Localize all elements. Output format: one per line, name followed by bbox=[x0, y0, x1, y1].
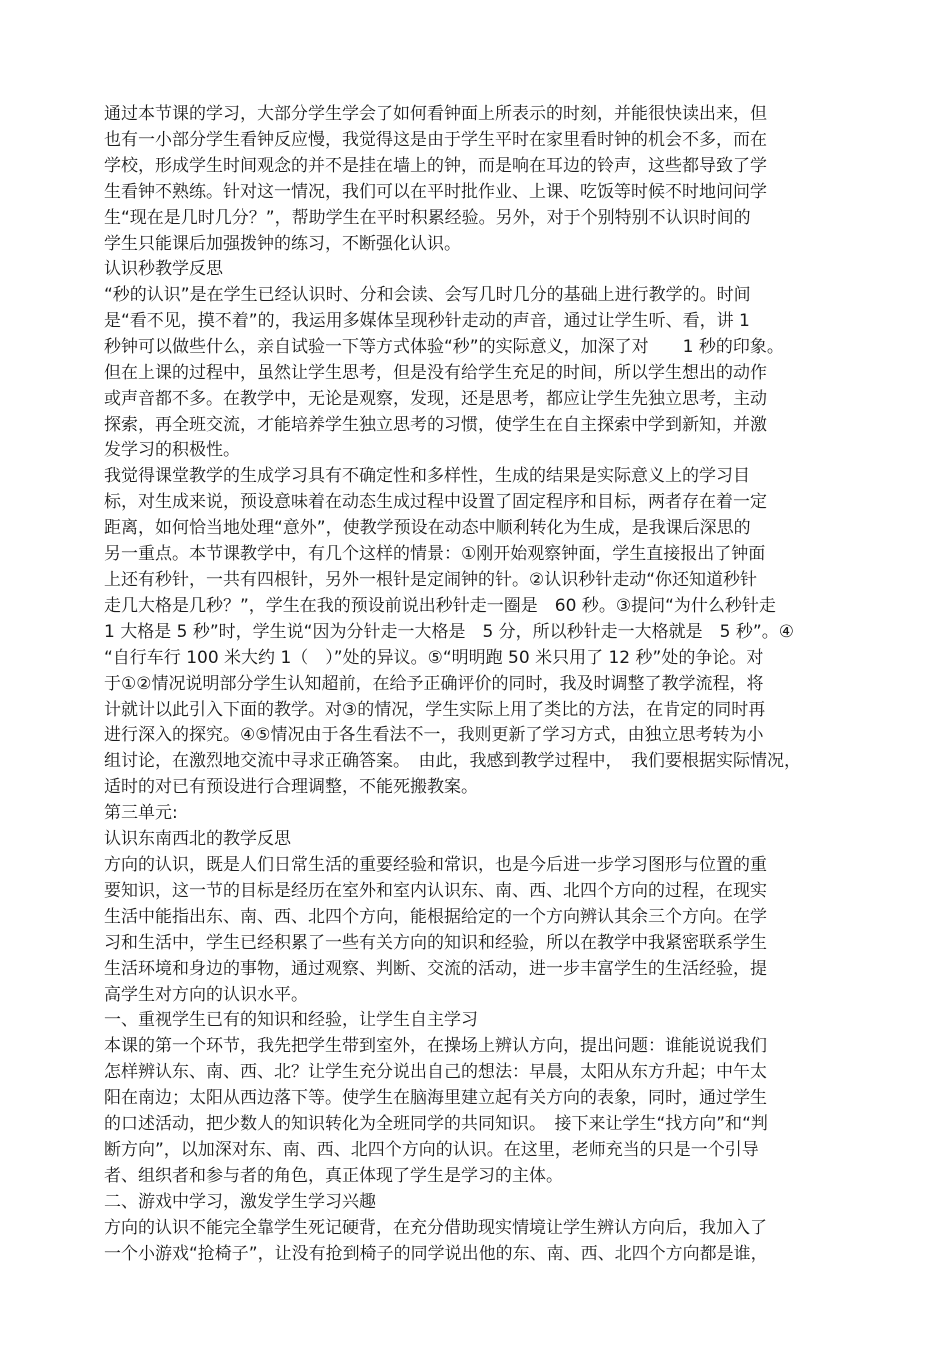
text-line: 通过本节课的学习，大部分学生学会了如何看钟面上所表示的时刻，并能很快读出来，但 bbox=[104, 104, 767, 124]
text-line: 走几大格是几秒？”，学生在我的预设前说出秒针走一圈是 60 秒。③提问“为什么秒针走 bbox=[104, 596, 776, 616]
text-line: 于①②情况说明部分学生认知超前，在给予正确评价的同时，我及时调整了教学流程，将 bbox=[104, 674, 764, 694]
text-line: 进行深入的探究。④⑤情况由于各生看法不一，我则更新了学习方式，由独立思考转为小 bbox=[104, 725, 764, 745]
text-line: 我觉得课堂教学的生成学习具有不确定性和多样性，生成的结果是实际意义上的学习目 bbox=[104, 466, 750, 486]
text-line: 探索，再全班交流，才能培养学生独立思考的习惯，使学生在自主探索中学到新知，并激 bbox=[104, 415, 767, 435]
text-line: 阳在南边；太阳从西边落下等。使学生在脑海里建立起有关方向的表象，同时，通过学生 bbox=[104, 1088, 767, 1108]
text-line: 但在上课的过程中，虽然让学生思考，但是没有给学生充足的时间，所以学生想出的动作 bbox=[104, 363, 767, 383]
text-line: 标，对生成来说，预设意味着在动态生成过程中设置了固定程序和目标，两者存在着一定 bbox=[104, 492, 767, 512]
text-line: 方向的认识，既是人们日常生活的重要经验和常识，也是今后进一步学习图形与位置的重 bbox=[104, 855, 767, 875]
text-line: 者、组织者和参与者的角色，真正体现了学生是学习的主体。 bbox=[104, 1166, 563, 1186]
subsection-heading: 二、游戏中学习，激发学生学习兴趣 bbox=[104, 1192, 376, 1212]
text-line: 是“看不见，摸不着”的，我运用多媒体呈现秒针走动的声音，通过让学生听、看，讲 1 bbox=[104, 311, 750, 331]
text-line: 的口述活动，把少数人的知识转化为全班同学的共同知识。 接下来让学生“找方向”和“判 bbox=[104, 1114, 768, 1134]
text-line: “自行车行 100 米大约 1（ ）”处的异议。⑤“明明跑 50 米只用了 12 秒”处的争论。对 bbox=[104, 648, 764, 668]
text-line: 要知识，这一节的目标是经历在室外和室内认识东、南、西、北四个方向的过程，在现实 bbox=[104, 881, 767, 901]
text-line: 距离，如何恰当地处理“意外”，使教学预设在动态中顺利转化为生成，是我课后深思的 bbox=[104, 518, 751, 538]
text-line: 一个小游戏“抢椅子”，让没有抢到椅子的同学说出他的东、南、西、北四个方向都是谁， bbox=[104, 1244, 768, 1264]
text-line: 发学习的积极性。 bbox=[104, 440, 240, 460]
text-line: 断方向”，以加深对东、南、西、北四个方向的认识。在这里，老师充当的只是一个引导 bbox=[104, 1140, 759, 1160]
text-line: 另一重点。本节课教学中，有几个这样的情景：①刚开始观察钟面，学生直接报出了钟面 bbox=[104, 544, 766, 564]
text-line: 生活环境和身边的事物，通过观察、判断、交流的活动，进一步丰富学生的生活经验，提 bbox=[104, 959, 767, 979]
text-line: 组讨论，在激烈地交流中寻求正确答案。 由此，我感到教学过程中， 我们要根据实际情况， bbox=[104, 751, 801, 771]
section-heading: 认识秒教学反思 bbox=[104, 259, 223, 279]
text-line: 或声音都不多。在教学中，无论是观察，发现，还是思考，都应让学生先独立思考，主动 bbox=[104, 389, 767, 409]
text-line: 秒钟可以做些什么，亲自试验一下等方式体验“秒”的实际意义，加深了对 1 秒的印象。 bbox=[104, 337, 784, 357]
text-line: 本课的第一个环节，我先把学生带到室外，在操场上辨认方向，提出问题：谁能说说我们 bbox=[104, 1036, 767, 1056]
section-heading: 认识东南西北的教学反思 bbox=[104, 829, 291, 849]
text-line: 也有一小部分学生看钟反应慢，我觉得这是由于学生平时在家里看时钟的机会不多，而在 bbox=[104, 130, 767, 150]
text-line: 学生只能课后加强拨钟的练习，不断强化认识。 bbox=[104, 234, 461, 254]
text-line: 1 大格是 5 秒”时，学生说“因为分针走一大格是 5 分，所以秒针走一大格就是 5 秒”。④ bbox=[104, 622, 794, 642]
text-line: 怎样辨认东、南、西、北？让学生充分说出自己的想法：早晨，太阳从东方升起；中午太 bbox=[104, 1062, 767, 1082]
text-line: 适时的对已有预设进行合理调整，不能死搬教案。 bbox=[104, 777, 478, 797]
text-line: 生活中能指出东、南、西、北四个方向，能根据给定的一个方向辨认其余三个方向。在学 bbox=[104, 907, 767, 927]
text-line: 习和生活中，学生已经积累了一些有关方向的知识和经验，所以在教学中我紧密联系学生 bbox=[104, 933, 767, 953]
text-line: 学校，形成学生时间观念的并不是挂在墙上的钟，而是响在耳边的铃声，这些都导致了学 bbox=[104, 156, 767, 176]
text-line: 生看钟不熟练。针对这一情况，我们可以在平时批作业、上课、吃饭等时候不时地问问学 bbox=[104, 182, 767, 202]
text-line: 计就计以此引入下面的教学。对③的情况，学生实际上用了类比的方法，在肯定的同时再 bbox=[104, 700, 766, 720]
text-line: 生“现在是几时几分？”，帮助学生在平时积累经验。另外，对于个别特别不认识时间的 bbox=[104, 208, 751, 228]
subsection-heading: 一、重视学生已有的知识和经验，让学生自主学习 bbox=[104, 1010, 478, 1030]
text-line: 高学生对方向的认识水平。 bbox=[104, 985, 308, 1005]
text-line: “秒的认识”是在学生已经认识时、分和会读、会写几时几分的基础上进行教学的。时间 bbox=[104, 285, 751, 305]
text-line: 上还有秒针，一共有四根针，另外一根针是定闹钟的针。②认识秒针走动“你还知道秒针 bbox=[104, 570, 758, 590]
text-line: 方向的认识不能完全靠学生死记硬背，在充分借助现实情境让学生辨认方向后，我加入了 bbox=[104, 1218, 767, 1238]
unit-heading: 第三单元: bbox=[104, 803, 178, 823]
